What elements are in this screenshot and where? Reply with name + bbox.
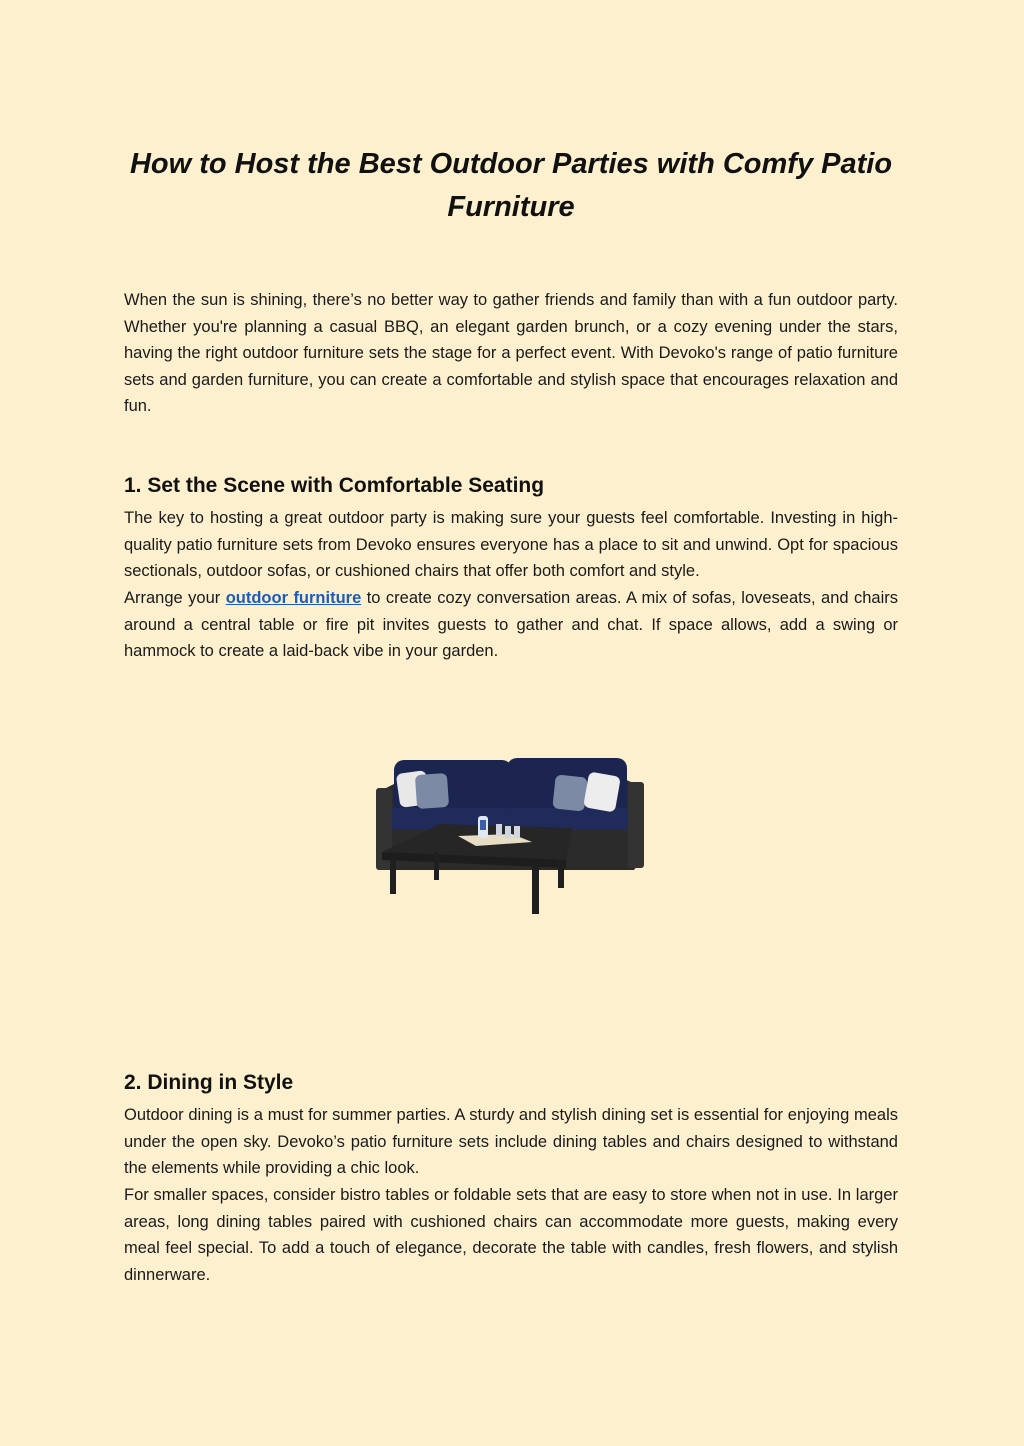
document-title: How to Host the Best Outdoor Parties with Comfy Patio Furniture (129, 148, 893, 224)
intro-paragraph: When the sun is shining, there’s no better way to gather friends and family than with a fun outdoor party. Whether you're planning a casual BBQ, an elegant garden brunch, or a cozy evening under the stars, having the right outdoor furniture sets the stage for a perfect event. With Devoko's range of patio furniture sets and garden furniture, you can create a comfortable and stylish space that encourages relaxation and fun. (124, 291, 898, 416)
paragraph-text: to create cozy conversation areas. A mix of sofas, loveseats, and chairs around a central table or fire pit invites guests to gather and chat. If space allows, add a swing or hammock to create a laid-back vibe in your garden. (124, 589, 898, 661)
section-1-paragraph-1: The key to hosting a great outdoor party is making sure your guests feel comfortable. Investing in high-quality patio furniture sets from Devoko ensures everyone has a place to sit and unwind. Opt for spacious sectionals, outdoor sofas, or cushioned chairs that offer both comfort and style. (124, 509, 898, 581)
section-1-paragraph-2 (124, 585, 898, 665)
paragraph-text: Arrange your (124, 589, 226, 607)
outdoor-furniture-link[interactable]: outdoor furniture (225, 589, 362, 607)
section-2-heading: 2. Dining in Style (124, 1071, 294, 1094)
patio-sofa-image (372, 752, 648, 922)
section-2-paragraph-1: Outdoor dining is a must for summer parties. A sturdy and stylish dining set is essential for enjoying meals under the open sky. Devoko’s patio furniture sets include dining tables and chairs designed to withstand the elements while providing a chic look. (124, 1106, 898, 1178)
section-1-heading: 1. Set the Scene with Comfortable Seating (124, 474, 545, 497)
section-2-paragraph-2: For smaller spaces, consider bistro tables or foldable sets that are easy to store when not in use. In larger areas, long dining tables paired with cushioned chairs can accommodate more guests, making every meal feel special. To add a touch of elegance, decorate the table with candles, fresh flowers, and stylish dinnerware. (124, 1186, 898, 1284)
